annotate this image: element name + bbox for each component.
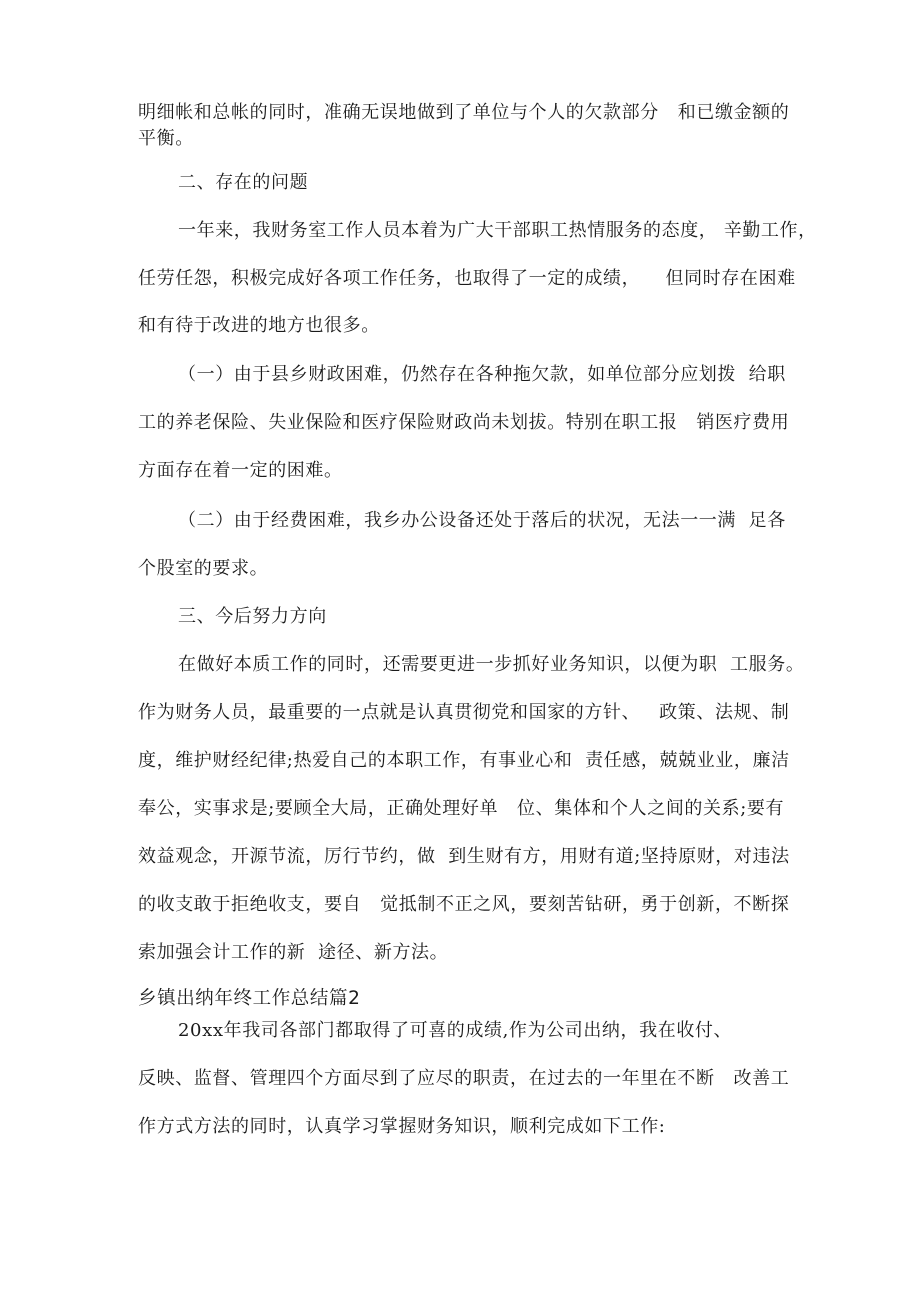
text-line: 一年来，我财务室工作人员本着为广大干部职工热情服务的态度， 辛勤工作， [178,220,817,241]
text-line: （一）由于县乡财政困难，仍然存在各种拖欠款，如单位部分应划拨 给职 [178,364,786,385]
text-line: 索加强会计工作的新 途径、新方法。 [138,942,449,963]
text-line: 明细帐和总帐的同时，准确无误地做到了单位与个人的欠款部分 和已缴金额的 [138,102,790,123]
text-line: 个股室的要求。 [138,558,269,579]
text-line: 平衡。 [138,128,194,149]
text-line: 作为财务人员，最重要的一点就是认真贯彻党和国家的方针、 政策、法规、制 [138,702,790,723]
text-line: 工的养老保险、失业保险和医疗保险财政尚未划拔。特别在职工报 销医疗费用 [138,412,790,433]
text-line: （二）由于经费困难，我乡办公设备还处于落后的状况，无法一一满 足各 [178,510,786,531]
text-line: 效益观念，开源节流，厉行节约，做 到生财有方，用财有道;坚持原财，对违法 [138,846,790,867]
section-heading: 三、今后努力方向 [178,606,327,627]
section-heading: 二、存在的问题 [178,172,309,193]
article-title: 乡镇出纳年终工作总结篇2 [138,988,361,1009]
text-line: 的收支敢于拒绝收支，要自 觉抵制不正之风，要刻苦钻研，勇于创新，不断探 [138,894,790,915]
text-line: 奉公，实事求是;要顾全大局，正确处理好单 位、集体和个人之间的关系;要有 [138,798,785,819]
text-line: 作方式方法的同时，认真学习掌握财务知识，顺利完成如下工作: [138,1116,666,1137]
text-line: 任劳任怨，积极完成好各项工作任务，也取得了一定的成绩， 但同时存在困难 [138,268,796,289]
text-line: 度，维护财经纪律;热爱自己的本职工作，有事业心和 责任感，兢兢业业，廉洁 [138,750,790,771]
text-line: 在做好本质工作的同时，还需要更进一步抓好业务知识，以便为职 工服务。 [178,654,805,675]
text-line: 方面存在着一定的困难。 [138,460,343,481]
text-line: 和有待于改进的地方也很多。 [138,315,380,336]
text-line: 20xx年我司各部门都取得了可喜的成绩,作为公司出纳，我在收付、 [178,1020,733,1041]
text-line: 反映、监督、管理四个方面尽到了应尽的职责，在过去的一年里在不断 改善工 [138,1068,790,1089]
